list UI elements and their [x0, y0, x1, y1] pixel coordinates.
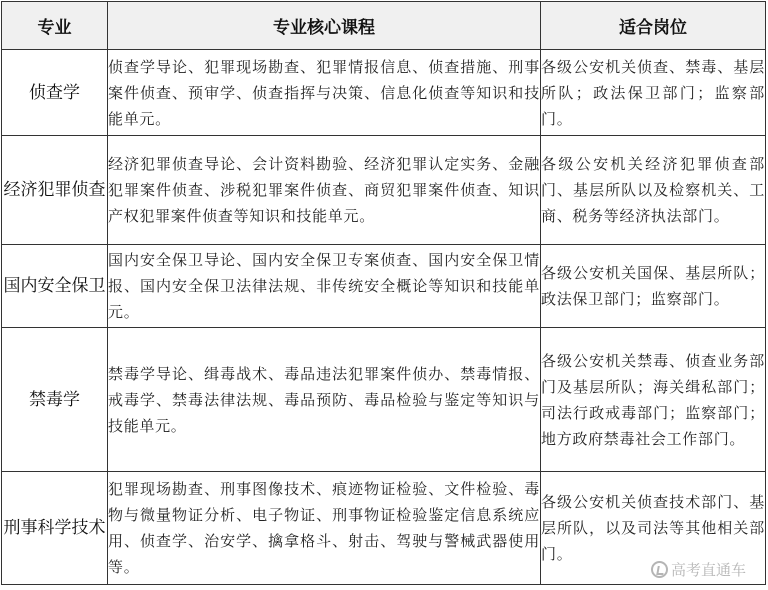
header-positions: 适合岗位: [541, 2, 766, 50]
courses-cell: 经济犯罪侦查导论、会计资料勘验、经济犯罪认定实务、金融犯罪案件侦查、涉税犯罪案件侦查、商贸犯罪案件侦查、知识产权犯罪案件侦查等知识和技能单元。: [108, 136, 541, 245]
table-row: [2, 245, 766, 328]
major-cell: 禁毒学: [2, 328, 108, 472]
major-cell: 刑事科学技术: [2, 472, 108, 585]
courses-cell: 侦查学导论、犯罪现场勘查、犯罪情报信息、侦查措施、刑事案件侦查、预审学、侦查指挥与决策、信息化侦查等知识和技能单元。: [108, 50, 541, 136]
majors-table: [1, 1, 766, 585]
header-major: 专业: [2, 2, 108, 50]
major-cell: 国内安全保卫: [2, 245, 108, 328]
table-row: [2, 328, 766, 472]
header-courses: 专业核心课程: [108, 2, 541, 50]
positions-cell: 各级公安机关经济犯罪侦查部门、基层所队以及检察机关、工商、税务等经济执法部门。: [541, 136, 766, 245]
positions-cell: 各级公安机关国保、基层所队；政法保卫部门；监察部门。: [541, 245, 766, 328]
courses-cell: 国内安全保卫导论、国内安全保卫专案侦查、国内安全保卫情报、国内安全保卫法律法规、非传统安全概论等知识和技能单元。: [108, 245, 541, 328]
positions-cell: 各级公安机关禁毒、侦查业务部门及基层所队；海关缉私部门；司法行政戒毒部门；监察部门；地方政府禁毒社会工作部门。: [541, 328, 766, 472]
table-row: [2, 136, 766, 245]
courses-cell: 犯罪现场勘查、刑事图像技术、痕迹物证检验、文件检验、毒物与微量物证分析、电子物证、刑事物证检验鉴定信息系统应用、侦查学、治安学、擒拿格斗、射击、驾驶与警械武器使用等。: [108, 472, 541, 585]
table-row: [2, 50, 766, 136]
major-cell: 侦查学: [2, 50, 108, 136]
positions-cell: 各级公安机关侦查技术部门、基层所队，以及司法等其他相关部门。: [541, 472, 766, 585]
table-row: [2, 472, 766, 585]
courses-cell: 禁毒学导论、缉毒战术、毒品违法犯罪案件侦办、禁毒情报、戒毒学、禁毒法律法规、毒品预防、毒品检验与鉴定等知识与技能单元。: [108, 328, 541, 472]
watermark-text: 高考直通车: [670, 561, 746, 579]
major-cell: 经济犯罪侦查: [2, 136, 108, 245]
positions-cell: 各级公安机关侦查、禁毒、基层所队；政法保卫部门；监察部门。: [541, 50, 766, 136]
table-header: [2, 2, 766, 50]
